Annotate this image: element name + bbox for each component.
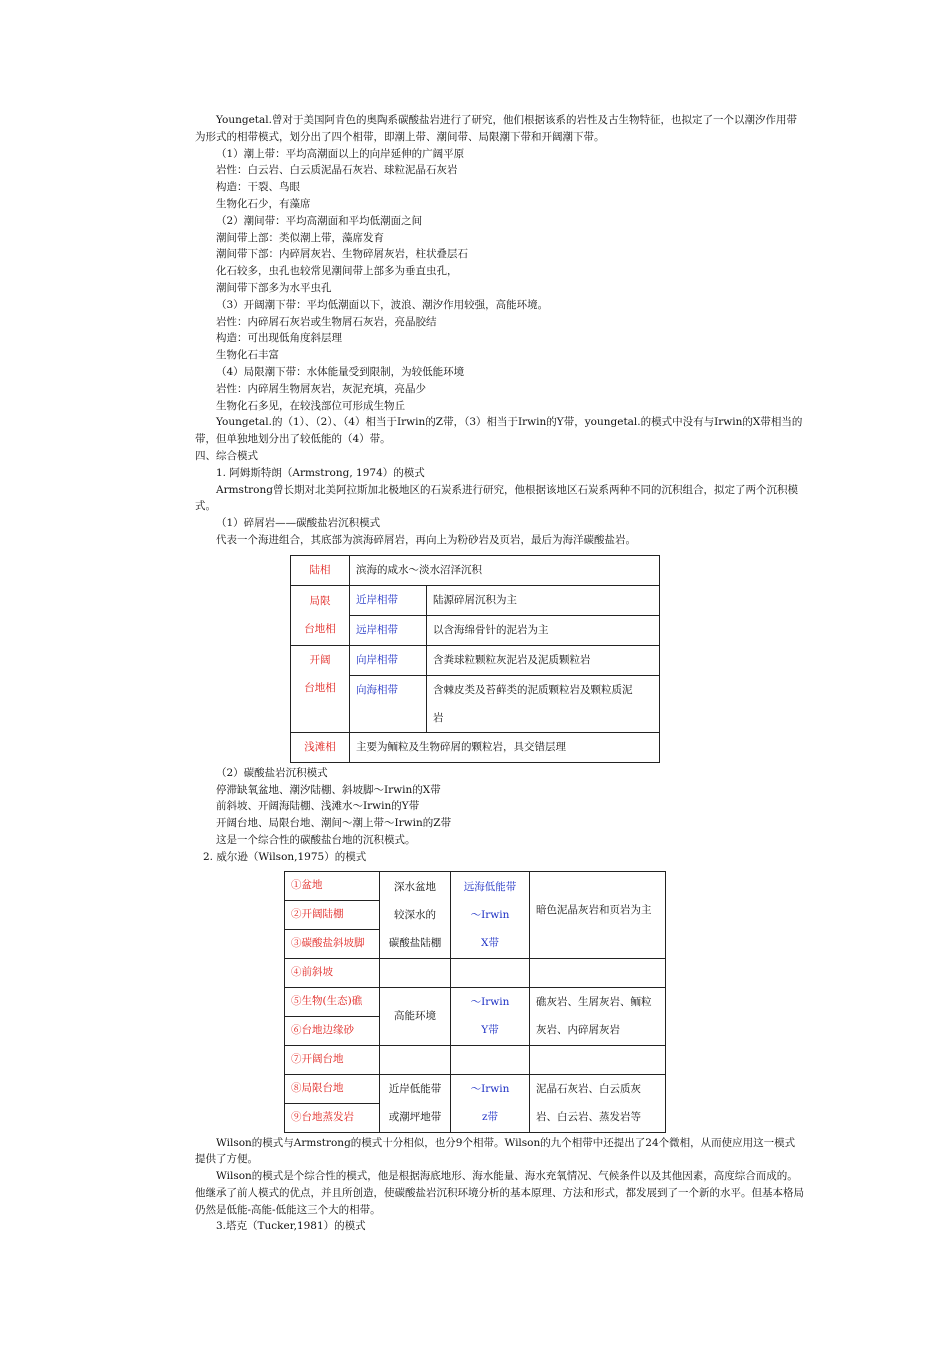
facies-cell: ③碳酸盐斜坡脚 xyxy=(285,929,380,958)
facies-cell: ②开阔陆棚 xyxy=(285,900,380,929)
description-cell: 含棘皮类及苔藓类的泥质颗粒岩及颗粒质泥 岩 xyxy=(427,675,660,732)
facies-cell: ⑥台地边缘砂 xyxy=(285,1016,380,1045)
zone-cell: 向岸相带 xyxy=(350,645,427,675)
intro-line: 岩性：白云岩、白云质泥晶石灰岩、球粒泥晶石灰岩 xyxy=(216,164,458,177)
subsection-heading: 2. 威尔逊（Wilson,1975）的模式 xyxy=(203,850,367,863)
intro-line: （1）潮上带：平均高潮面以上的向岸延伸的广阔平原 xyxy=(216,147,465,160)
lithology-cell: 礁灰岩、生屑灰岩、鲕粒 灰岩、内碎屑灰岩 xyxy=(530,987,666,1045)
zone-cell: 向海相带 xyxy=(350,675,427,732)
empty-cell xyxy=(530,958,666,987)
lithology-cell: 暗色泥晶灰岩和页岩为主 xyxy=(530,871,666,958)
irwin-zone-cell: ～Irwin Y带 xyxy=(451,987,530,1045)
intro-line: 岩性：内碎屑生物屑灰岩，灰泥充填，亮晶少 xyxy=(216,382,426,395)
facies-cell: 陆相 xyxy=(291,555,350,585)
model-line: 开阔台地、局限台地、潮间～潮上带～Irwin的Z带 xyxy=(216,817,452,830)
facies-cell: 开阔 台地相 xyxy=(291,645,350,732)
model-line: 停滞缺氧盆地、潮汐陆棚、斜坡脚～Irwin的X带 xyxy=(216,783,441,796)
zone-cell: 近岸相带 xyxy=(350,585,427,615)
description-cell: 滨海的咸水～淡水沼泽沉积 xyxy=(350,555,660,585)
intro-line: 构造：可出现低角度斜层理 xyxy=(216,332,342,345)
intro-line: 岩性：内碎屑石灰岩或生物屑石灰岩，亮晶胶结 xyxy=(216,315,437,328)
closing-paragraph: Wilson的模式是个综合性的模式，他是根据海底地形、海水能量、海水充氧情况、气候条件以及其他因素，高度综合而成的。他继承了前人模式的优点，并且所创造，使碳酸盐岩沉积环境分析的基本原理、方法和形式，都发展到了一个新的水平。但基本格局仍然是低能-高能-低能这三个大的相带。 xyxy=(195,1170,804,1216)
subsection-heading: 3.塔克（Tucker,1981）的模式 xyxy=(216,1220,366,1233)
intro-line: 生物化石多见，在较浅部位可形成生物丘 xyxy=(216,399,405,412)
description-cell: 含粪球粒颗粒灰泥岩及泥质颗粒岩 xyxy=(427,645,660,675)
empty-cell xyxy=(380,1045,451,1074)
description-cell: 以含海绵骨针的泥岩为主 xyxy=(427,615,660,645)
facies-cell: 局限 台地相 xyxy=(291,585,350,645)
empty-cell xyxy=(451,1045,530,1074)
intro-line: 化石较多，虫孔也较常见潮间带上部多为垂直虫孔， xyxy=(216,265,458,278)
model-description: 代表一个海进组合，其底部为滨海碎屑岩，再向上为粉砂岩及页岩，最后为海洋碳酸盐岩。 xyxy=(216,533,636,546)
facies-cell: 浅滩相 xyxy=(291,732,350,762)
intro-line: （2）潮间带：平均高潮面和平均低潮面之间 xyxy=(216,214,423,227)
facies-cell: ④前斜坡 xyxy=(285,958,380,987)
model-heading: （2）碳酸盐岩沉积模式 xyxy=(216,766,328,779)
comparison-paragraph: Youngetal.的（1）、（2）、（4）相当于Irwin的Z带，（3）相当于Irwin的Y带，youngetal.的模式中没有与Irwin的X带相当的带，但单独地划分出了较低能的（4）带。 xyxy=(195,416,803,446)
empty-cell xyxy=(380,958,451,987)
facies-cell: ⑦开阔台地 xyxy=(285,1045,380,1074)
subsection-heading: 1. 阿姆斯特朗（Armstrong, 1974）的模式 xyxy=(216,466,425,479)
model-line: 前斜坡、开阔海陆棚、浅滩水～Irwin的Y带 xyxy=(216,800,420,813)
closing-paragraph: Wilson的模式与Armstrong的模式十分相似，也分9个相带。Wilson的九个相带中还提出了24个微相，从而使应用这一模式提供了方便。 xyxy=(195,1136,796,1166)
environment-cell: 近岸低能带 或潮坪地带 xyxy=(380,1074,451,1132)
intro-paragraph: Youngetal.曾对于美国阿肯色的奥陶系碳酸盐岩进行了研究，他们根据该系的岩性及古生物特征，也拟定了一个以潮汐作用带为形式的相带模式，划分出了四个相带，即潮上带、潮间带、局限潮下带和开阔潮下带。 xyxy=(195,114,797,143)
intro-line: （4）局限潮下带：水体能量受到限制，为较低能环境 xyxy=(216,365,465,378)
intro-line: 潮间带上部：类似潮上带，藻席发育 xyxy=(216,231,384,244)
description-cell: 陆源碎屑沉积为主 xyxy=(427,585,660,615)
wilson-facies-table xyxy=(284,871,666,1133)
description-cell: 主要为鲕粒及生物碎屑的颗粒岩，具交错层理 xyxy=(350,732,660,762)
model-heading: （1）碎屑岩——碳酸盐岩沉积模式 xyxy=(216,517,381,530)
model-line: 这是一个综合性的碳酸盐台地的沉积模式。 xyxy=(216,833,416,846)
intro-line: （3）开阔潮下带：平均低潮面以下，波浪、潮汐作用较强，高能环境。 xyxy=(216,298,549,311)
section-heading: 四、综合模式 xyxy=(195,449,258,462)
empty-cell xyxy=(530,1045,666,1074)
facies-cell: ⑨台地蒸发岩 xyxy=(285,1103,380,1132)
intro-line: 潮间带下部多为水平虫孔 xyxy=(216,281,332,294)
intro-line: 潮间带下部：内碎屑灰岩、生物碎屑灰岩，柱状叠层石 xyxy=(216,248,468,261)
lithology-cell: 泥晶石灰岩、白云质灰 岩、白云岩、蒸发岩等 xyxy=(530,1074,666,1132)
armstrong-paragraph: Armstrong曾长期对北美阿拉斯加北极地区的石炭系进行研究，他根据该地区石炭系两种不同的沉积组合，拟定了两个沉积模式。 xyxy=(195,483,798,513)
intro-line: 构造：干裂、鸟眼 xyxy=(216,181,300,194)
intro-line: 生物化石丰富 xyxy=(216,349,279,362)
environment-cell: 深水盆地 较深水的 碳酸盐陆棚 xyxy=(380,871,451,958)
facies-cell: ⑤生物(生态)礁 xyxy=(285,987,380,1016)
document-page xyxy=(195,112,805,1235)
irwin-zone-cell: 远海低能带 ～Irwin X带 xyxy=(451,871,530,958)
armstrong-facies-table xyxy=(290,555,660,763)
zone-cell: 远岸相带 xyxy=(350,615,427,645)
environment-cell: 高能环境 xyxy=(380,987,451,1045)
empty-cell xyxy=(451,958,530,987)
facies-cell: ⑧局限台地 xyxy=(285,1074,380,1103)
irwin-zone-cell: ～Irwin z带 xyxy=(451,1074,530,1132)
facies-cell: ①盆地 xyxy=(285,871,380,900)
intro-line: 生物化石少，有藻席 xyxy=(216,197,311,210)
